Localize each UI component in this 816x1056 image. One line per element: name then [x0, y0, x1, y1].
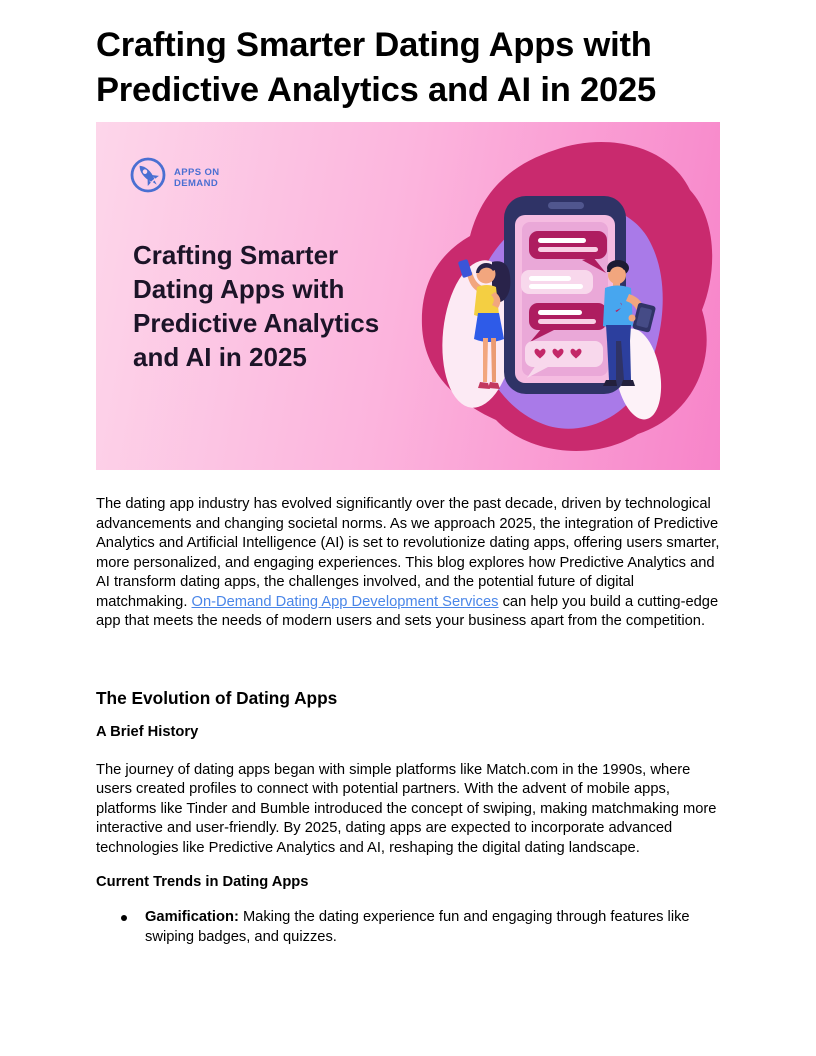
bullet-label: Gamification:	[145, 909, 239, 925]
trends-list	[96, 908, 720, 947]
intro-paragraph	[96, 495, 720, 632]
hero-title-line-2: Dating Apps with	[133, 274, 345, 304]
page-title	[96, 23, 720, 113]
hero-title-line-3: Predictive Analytics	[133, 308, 380, 338]
page-title-line-1: Crafting Smarter Dating Apps with	[96, 26, 652, 64]
subheading-brief-history: A Brief History	[96, 723, 199, 740]
page-title-line-2: Predictive Analytics and AI in 2025	[96, 71, 656, 109]
intro-text-after-link: can help you build a cutting-edge app that meets the needs of modern users and sets your business apart from the competition.	[96, 593, 719, 629]
subheading-current-trends: Current Trends in Dating Apps	[96, 874, 309, 890]
hero-title-line-1: Crafting Smarter	[133, 240, 339, 270]
hero-illustration	[380, 122, 720, 470]
hero-title	[133, 238, 379, 374]
hero-banner	[96, 122, 720, 470]
apps-on-demand-logo	[129, 156, 220, 199]
hero-title-line-4: and AI in 2025	[133, 342, 307, 372]
intro-text-before-link: The dating app industry has evolved significantly over the past decade, driven by technological advancements and changing societal norms. As we approach 2025, the integration of Predictive Analytics and Artificial Intelligence (AI) is set to revolutionize dating apps, offering users smarter, more personalized, and engaging experiences. This blog explores how Predictive Analytics and AI transform dating apps, the challenges involved, and the potential future of digital matchmaking.	[96, 496, 720, 610]
chat-bubble-2	[521, 270, 593, 294]
list-item-gamification	[145, 908, 720, 947]
section-heading-evolution: The Evolution of Dating Apps	[96, 687, 338, 708]
logo-wordmark	[174, 167, 220, 189]
dating-app-services-link[interactable]: On-Demand Dating App Development Services	[191, 593, 499, 610]
bullet-text: Making the dating experience fun and engaging through features like swiping badges, and quizzes.	[145, 909, 690, 945]
logo-line-1: APPS ON	[174, 166, 220, 178]
rocket-icon	[129, 156, 167, 199]
logo-line-2: DEMAND	[174, 177, 219, 189]
brief-history-paragraph: The journey of dating apps began with simple platforms like Match.com in the 1990s, where users created profiles to connect with potential partners. With the advent of mobile apps, platforms like Tinder and Bumble introduced the concept of swiping, making matchmaking more interactive and user-friendly. By 2025, dating apps are expected to incorporate advanced technologies like Predictive Analytics and AI, reshaping the digital dating landscape.	[96, 761, 717, 856]
